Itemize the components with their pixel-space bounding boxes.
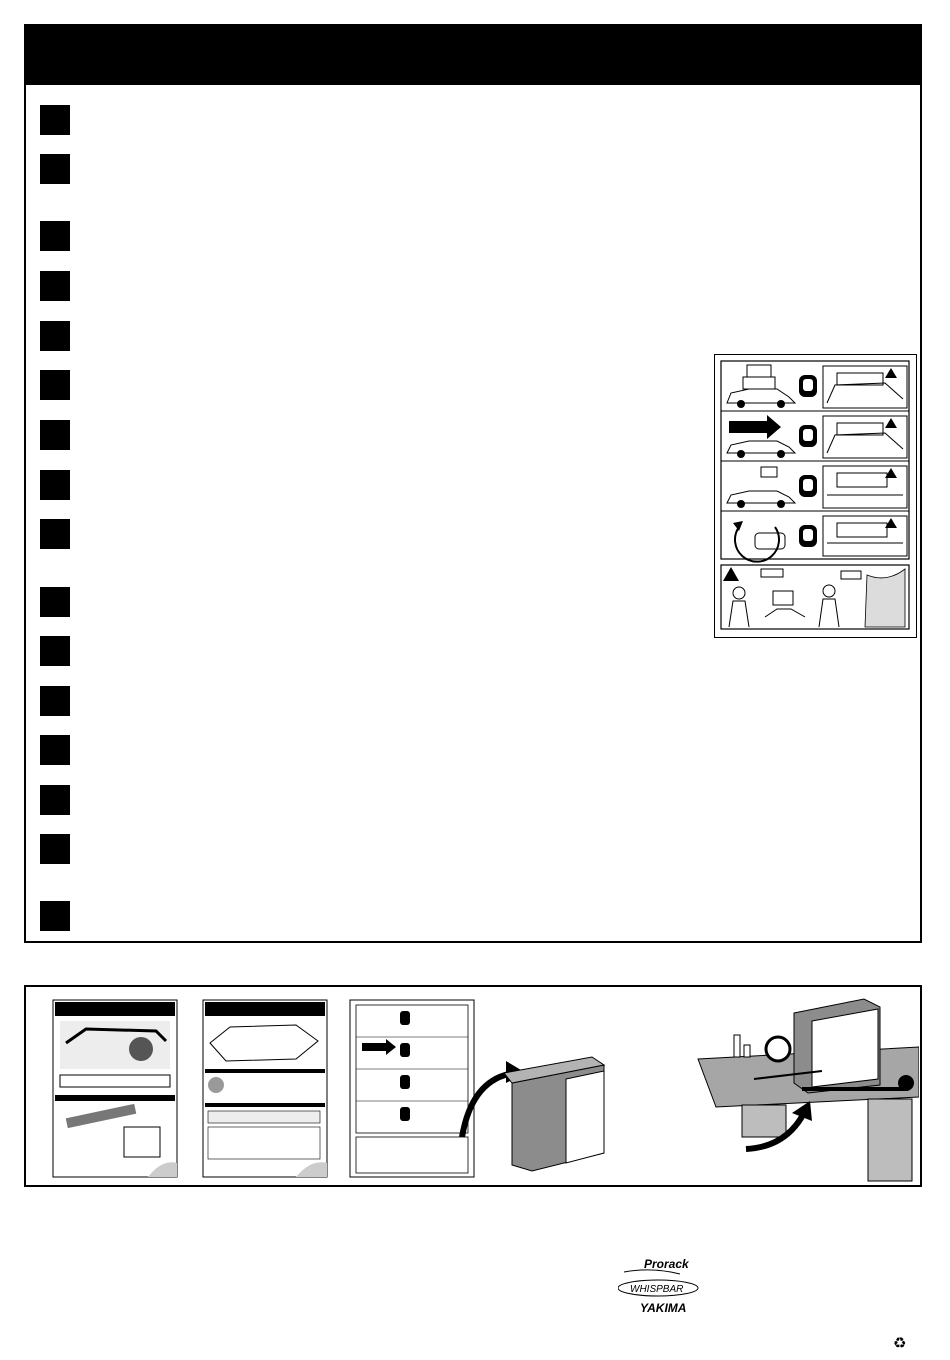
step-marker-1 [40,105,70,135]
step-marker-3 [40,221,70,251]
warning-triangle-icon [723,567,739,581]
step-marker-10 [40,587,70,617]
people-loading-roof-illustration [729,569,861,627]
load-warning-illustration [715,355,915,636]
step-marker-5 [40,321,70,351]
turn-key-illustration [733,521,785,562]
instruction-leaflet-2 [203,1000,327,1177]
load-warning-card [714,354,917,638]
step-marker-8 [40,470,70,500]
overloaded-roof-car-illustration [727,365,795,408]
yakima-logo: YAKIMA [640,1301,687,1315]
step-marker-9 [40,519,70,549]
roof-rack-check-photo [823,466,907,508]
step-marker-7 [40,420,70,450]
step-marker-4 [40,271,70,301]
workbench-with-tools [698,999,919,1181]
brand-logos [618,1254,718,1318]
step-marker-16 [40,901,70,931]
kit-contents-illustration [26,987,919,1184]
step-marker-2 [40,154,70,184]
step-marker-14 [40,785,70,815]
step-marker-15 [40,834,70,864]
whispbar-logo: WHISPBAR [630,1284,684,1295]
brand-logo-artwork [618,1254,718,1318]
hand-stop-icon [799,525,817,547]
rack-tighten-photo [823,516,907,556]
step-marker-13 [40,735,70,765]
roof-box-speed-photo [823,416,907,458]
speed-arrow-car-illustration [727,415,795,458]
instruction-leaflet-3 [350,1000,474,1177]
roof-box-overload-photo [823,366,907,408]
step-marker-6 [40,370,70,400]
kit-contents-panel [24,985,922,1187]
step-marker-11 [40,636,70,666]
hand-stop-icon [799,475,817,497]
prorack-logo: Prorack [644,1257,689,1271]
step-marker-12 [40,686,70,716]
instruction-leaflet-1 [53,1000,177,1177]
instructions-panel [24,24,922,943]
page-curl [865,569,905,627]
instructions-header-bar [26,26,920,85]
hand-stop-icon [799,375,817,397]
wash-car-illustration [727,467,795,508]
product-box [504,1057,604,1171]
hand-stop-icon [799,425,817,447]
recycle-icon: ♻ [893,1335,907,1352]
